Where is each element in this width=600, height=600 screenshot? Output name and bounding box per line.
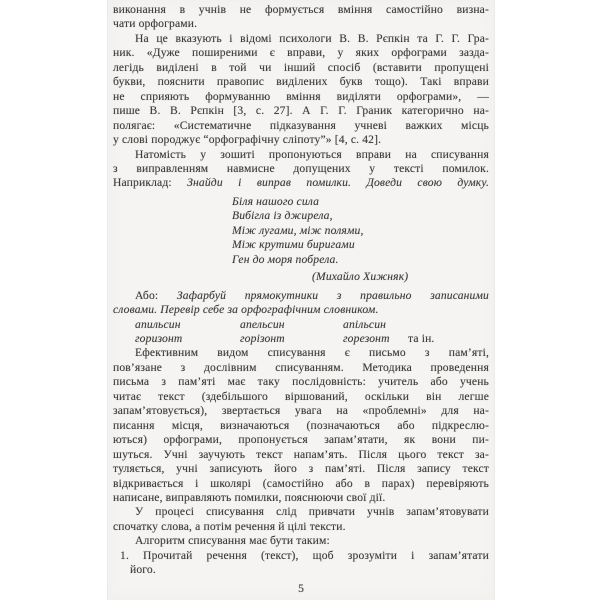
- text-line: [113, 404, 489, 418]
- text-line: [113, 289, 489, 303]
- text-line: [113, 133, 489, 147]
- text-line: [113, 176, 489, 190]
- text-line: [113, 148, 489, 162]
- text-segment: горизонт: [135, 331, 183, 345]
- text-line: [113, 61, 489, 75]
- text-segment: Ген до моря побрела.: [232, 252, 339, 266]
- text-segment: апельсин: [240, 317, 285, 331]
- text-line: [113, 46, 489, 60]
- text-segment: словами. Перевір себе за орфографічним словником.: [113, 303, 379, 317]
- text-segment: горезонт: [343, 331, 390, 345]
- text-segment: Вибігла із джирела,: [232, 209, 333, 223]
- text-line: [113, 119, 489, 133]
- text-segment: (Михайло Хижняк): [312, 270, 409, 284]
- text-segment: горізонт: [240, 331, 285, 345]
- text-segment: спочатку слова, а потім речення й цілі тексти.: [113, 519, 346, 533]
- text-segment: апильсин: [135, 317, 181, 331]
- text-line: [113, 477, 489, 491]
- page-number: 5: [298, 582, 304, 595]
- text-segment: писання місця, визначаються (позначаються або підкреслю-: [113, 418, 489, 432]
- text-line: [113, 462, 489, 476]
- text-segment: ник. «Дуже поширеними є вправи, у яких орфограми зазда-: [113, 46, 489, 60]
- text-segment: апільсин: [343, 317, 387, 331]
- text-line: [113, 433, 489, 447]
- text-line: [113, 520, 489, 534]
- text-line: [113, 162, 489, 176]
- text-line: [113, 195, 489, 209]
- text-line: [113, 361, 489, 375]
- text-line: [113, 90, 489, 104]
- text-segment: Зафарбуй прямокутники з правильно записаними: [176, 288, 489, 302]
- text-line: [113, 17, 489, 31]
- text-segment: Знайди і виправ помилки. Доведи свою думку.: [187, 176, 489, 190]
- text-segment: відкривається і школярі (самостійно або в парах) перевіряють: [113, 476, 489, 490]
- text-segment: 1. Прочитай речення (текст), щоб зрозуміти і запам’ятати: [120, 548, 489, 562]
- text-segment: ються) орфограми, пропонується запам’ятати, як вони пи-: [113, 433, 489, 447]
- text-line: [113, 3, 489, 17]
- text-segment: Алгоритм списування має бути таким:: [135, 534, 330, 548]
- text-segment: написане, виправляють помилки, пояснюючи свої дії.: [113, 490, 386, 504]
- text-segment: його.: [130, 563, 156, 577]
- text-line: [113, 253, 489, 267]
- text-line: [113, 346, 489, 360]
- text-line: [113, 32, 489, 46]
- text-line: [113, 419, 489, 433]
- text-segment: запам’ятовується), звертається увага на «проблемні» для на-: [113, 404, 489, 418]
- text-segment: На це вказують і відомі психологи В. В. Рєпкін та Г. Г. Гра-: [135, 31, 489, 45]
- text-segment: письма з пам’яті має таку послідовність: учитель або учень: [113, 375, 489, 389]
- text-line: [113, 270, 489, 284]
- text-line: [113, 318, 489, 332]
- text-line: [113, 505, 489, 519]
- text-segment: чати орфограми.: [113, 17, 198, 31]
- text-line: [113, 563, 489, 577]
- text-segment: букви, пояснити правопис виділених букв тощо). Такі вправи: [113, 75, 489, 89]
- text-segment: У процесі списування слід привчати учнів запам’ятовувати: [135, 505, 489, 519]
- text-segment: легідь виділені в той чи інший спосіб (вставити пропущені: [113, 60, 489, 74]
- text-line: [113, 549, 489, 563]
- text-segment: з виправленням навмисне допущених у тексті помилок.: [113, 161, 489, 175]
- text-segment: шуться. Учні заучують текст напам’ять. Після цього текст за-: [113, 447, 489, 461]
- text-segment: Біля нашого сила: [232, 194, 320, 208]
- text-line: [113, 332, 489, 346]
- text-line: [113, 448, 489, 462]
- text-line: [113, 390, 489, 404]
- text-segment: Ефективним видом списування є письмо з пам’яті,: [135, 346, 489, 360]
- text-segment: Або:: [135, 288, 177, 302]
- text-segment: полягає: «Систематичне підказування учневі важких місць: [113, 118, 489, 132]
- text-segment: Між лугами, між полями,: [232, 223, 364, 237]
- text-segment: туляється, учні записують його з пам’яті. Після запису текст: [113, 462, 489, 476]
- text-line: [113, 491, 489, 505]
- text-segment: Наприклад:: [113, 176, 188, 190]
- text-segment: пов’язане з дослівним списуванням. Методика проведення: [113, 360, 489, 374]
- text-line: [113, 75, 489, 89]
- text-segment: пише В. В. Рєпкін [3, с. 27]. А Г. Г. Граник категорично на-: [113, 104, 489, 118]
- text-line: [113, 534, 489, 548]
- text-line: [113, 209, 489, 223]
- text-segment: у слові породжує “орфографічну сліпоту”» [4, с. 42].: [113, 133, 382, 147]
- text-segment: Між крутими биригами: [232, 238, 355, 252]
- text-line: [113, 303, 489, 317]
- text-segment: читає текст (здебільшого віршований, оскільки він легше: [113, 389, 489, 403]
- text-segment: не сприяють формуванню вміння виділяти орфограми», —: [113, 89, 489, 103]
- text-block: [113, 3, 489, 578]
- text-segment: виконання в учнів не формується вміння самостійно визна-: [113, 3, 489, 16]
- text-segment: та ін.: [408, 331, 435, 345]
- text-line: [113, 375, 489, 389]
- text-line: [113, 238, 489, 252]
- text-line: [113, 224, 489, 238]
- text-segment: Натомість у зошиті пропонуються вправи на списування: [135, 147, 489, 161]
- text-line: [113, 104, 489, 118]
